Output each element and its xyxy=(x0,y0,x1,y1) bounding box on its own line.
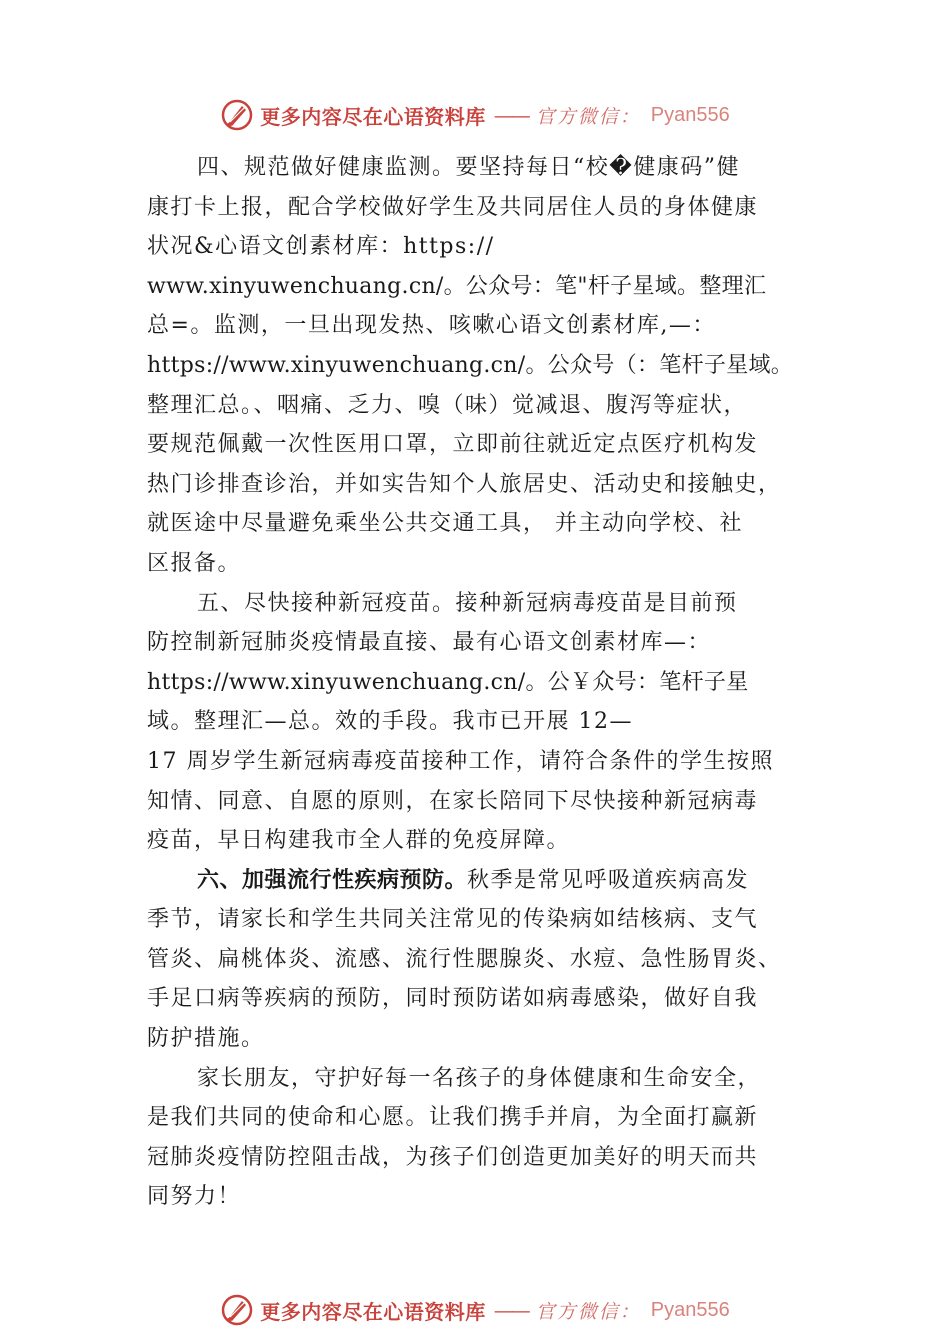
text-line xyxy=(147,504,837,544)
line-text: 同努力！ xyxy=(147,1184,242,1210)
line-text: 四、规范做好健康监测。要坚持每日“校�健康码”健 xyxy=(197,155,741,180)
line-text: 五、尽快接种新冠疫苗。接种新冠病毒疫苗是目前预 xyxy=(197,590,738,616)
line-text: 手足口病等疾病的预防，同时预防诺如病毒感染，做好自我 xyxy=(147,986,759,1012)
text-line xyxy=(147,623,837,663)
text-line xyxy=(147,742,837,782)
banner-wechat-id: Pyan556 xyxy=(650,103,730,126)
line-text: 防护措施。 xyxy=(147,1026,265,1052)
header-watermark xyxy=(0,95,950,135)
document-body xyxy=(147,148,837,1217)
banner-official-label: 官方微信： xyxy=(535,1300,641,1323)
text-line xyxy=(147,1177,837,1217)
line-text: 冠肺炎疫情防控阻击战，为孩子们创造更加美好的明天而共 xyxy=(147,1144,759,1170)
line-text: 总=。监测，一旦出现发热、咳嗽心语文创素材库,—： xyxy=(147,313,716,339)
text-line xyxy=(147,1019,837,1059)
line-text: 区报备。 xyxy=(147,550,242,576)
banner-dash: —— xyxy=(493,103,528,127)
line-text: 域。整理汇—总。效的手段。我市已开展 12— xyxy=(147,709,633,735)
line-text: 是我们共同的使命和心愿。让我们携手并肩，为全面打赢新 xyxy=(147,1105,759,1131)
line-text: 康打卡上报，配合学校做好学生及共同居住人员的身体健康 xyxy=(147,194,759,220)
text-line xyxy=(147,227,837,267)
line-text: www.xinyuwenchuang.cn/。公众号：笔"杆子星域。整理汇 xyxy=(147,273,767,299)
line-text: https://www.xinyuwenchuang.cn/。公￥众号：笔杆子星 xyxy=(147,669,749,695)
text-line xyxy=(147,188,837,228)
line-text: 管炎、扁桃体炎、流感、流行性腮腺炎、水痘、急性肠胃炎、 xyxy=(147,946,782,972)
watermark-banner xyxy=(220,98,729,132)
text-line xyxy=(147,821,837,861)
text-line xyxy=(147,979,837,1019)
text-line xyxy=(147,267,837,307)
line-text: https://www.xinyuwenchuang.cn/。公众号（：笔杆子星域。 xyxy=(147,352,794,378)
section-heading: 六、加强流行性疾病预防。 xyxy=(197,867,468,893)
banner-official-label: 官方微信： xyxy=(535,105,641,128)
line-text: 整理汇总。、咽痛、乏力、嗅（味）觉减退、腹泻等症状， xyxy=(147,392,748,418)
line-text: 疫苗，早日构建我市全人群的免疫屏障。 xyxy=(147,828,571,854)
text-line xyxy=(147,782,837,822)
line-text: 热门诊排查诊治，并如实告知个人旅居史、活动史和接触史， xyxy=(147,471,782,497)
text-line xyxy=(147,663,837,703)
text-line xyxy=(147,1138,837,1178)
quill-logo-icon xyxy=(220,98,254,132)
line-text: 家长朋友，守护好每一名孩子的身体健康和生命安全， xyxy=(197,1065,762,1091)
line-text: 要规范佩戴一次性医用口罩，立即前往就近定点医疗机构发 xyxy=(147,432,759,458)
text-line xyxy=(147,306,837,346)
text-line xyxy=(147,584,837,624)
line-text: 知情、同意、自愿的原则，在家长陪同下尽快接种新冠病毒 xyxy=(147,788,759,814)
banner-title: 更多内容尽在心语资料库 xyxy=(260,1299,486,1324)
text-line xyxy=(147,940,837,980)
line-text: 状况&心语文创素材库：https:// xyxy=(147,234,495,260)
watermark-banner xyxy=(220,1293,729,1327)
banner-title: 更多内容尽在心语资料库 xyxy=(260,104,486,129)
text-line xyxy=(147,148,837,188)
line-text: 17 周岁学生新冠病毒疫苗接种工作，请符合条件的学生按照 xyxy=(147,748,774,774)
footer-watermark xyxy=(0,1290,950,1330)
text-line xyxy=(147,1059,837,1099)
text-line xyxy=(147,861,837,901)
line-text: 秋季是常见呼吸道疾病高发 xyxy=(467,867,750,893)
text-line xyxy=(147,346,837,386)
banner-dash: —— xyxy=(493,1298,528,1322)
line-text: 就医途中尽量避免乘坐公共交通工具， 并主动向学校、社 xyxy=(147,511,743,537)
line-text: 防控制新冠肺炎疫情最直接、最有心语文创素材库—： xyxy=(147,630,712,656)
quill-logo-icon xyxy=(220,1293,254,1327)
text-line xyxy=(147,386,837,426)
line-text: 季节，请家长和学生共同关注常见的传染病如结核病、支气 xyxy=(147,907,759,933)
text-line xyxy=(147,1098,837,1138)
text-line xyxy=(147,702,837,742)
text-line xyxy=(147,544,837,584)
text-line xyxy=(147,900,837,940)
text-line xyxy=(147,465,837,505)
banner-wechat-id: Pyan556 xyxy=(650,1298,730,1321)
text-line xyxy=(147,425,837,465)
